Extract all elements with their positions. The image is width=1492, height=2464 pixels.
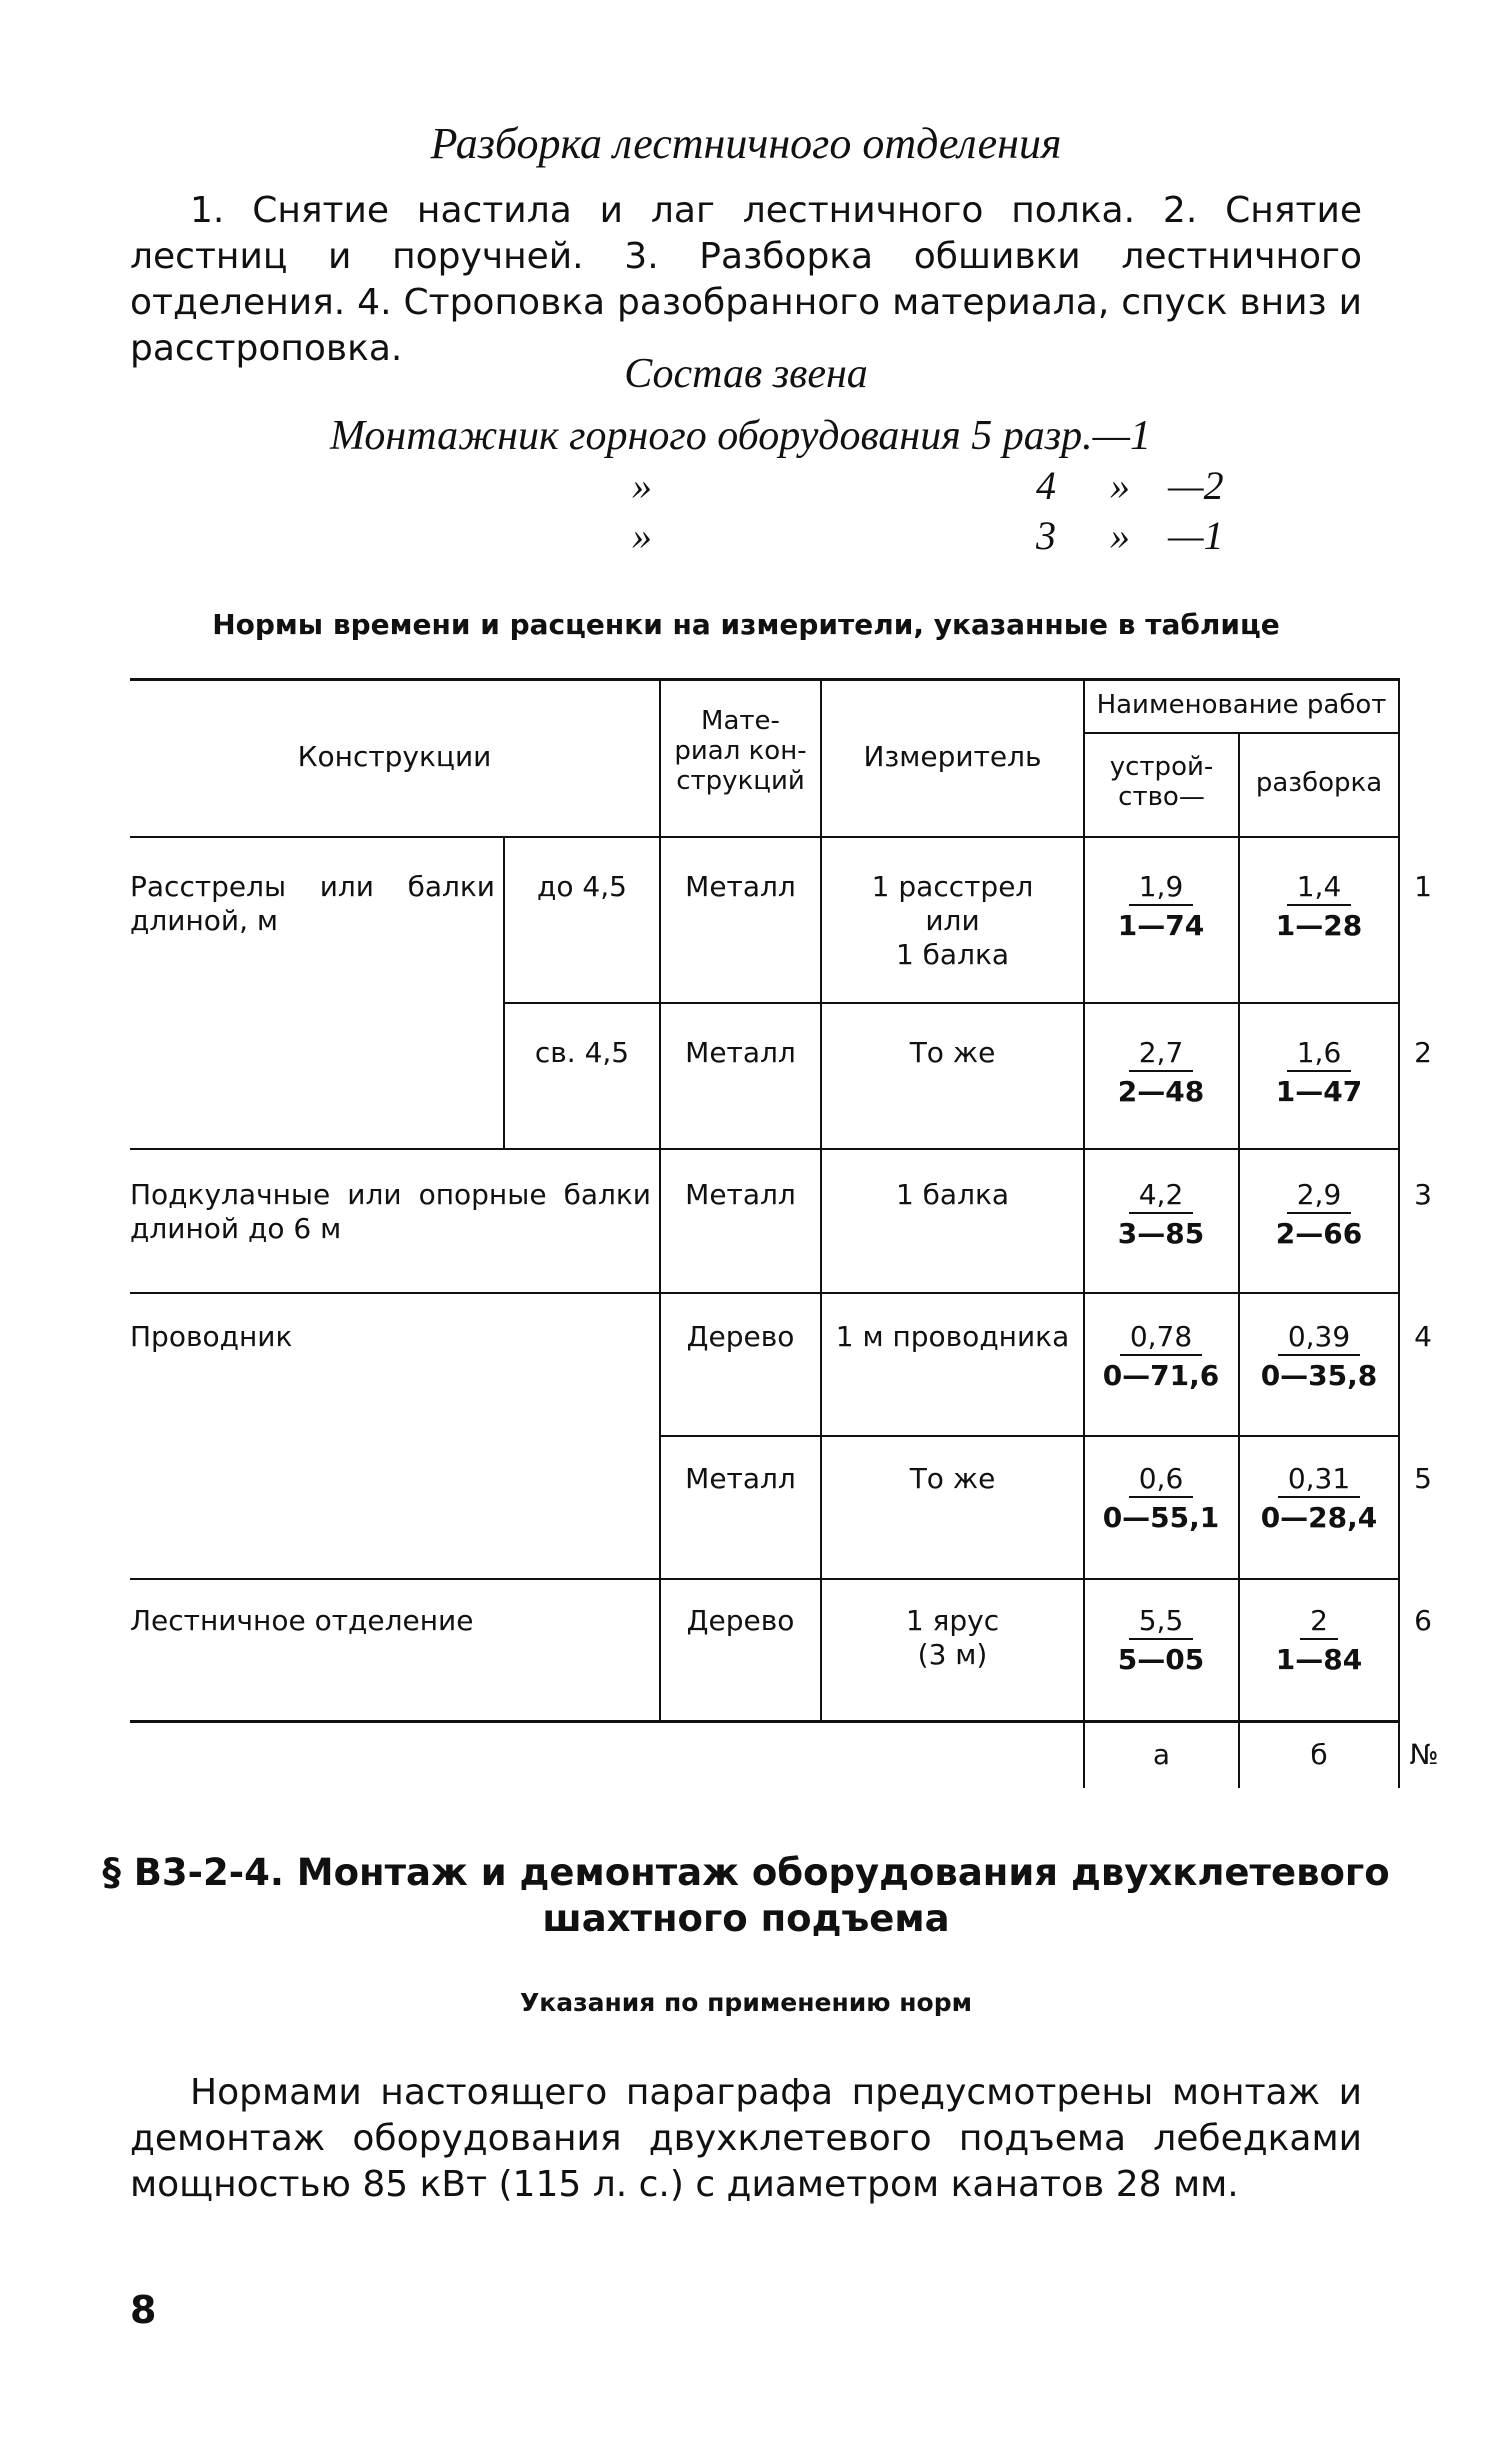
ditto-mark: » [1110, 463, 1130, 508]
cell-row-number: 4 [1414, 1320, 1432, 1353]
header-meter: Измеритель [863, 740, 1042, 773]
cell-construction: Проводник [130, 1320, 293, 1353]
dismantle-norm: $\frac{1,6}{1—47}$ [1275, 1036, 1363, 1108]
cell-row-number: 3 [1414, 1178, 1432, 1211]
crew-grade: 3 [1036, 513, 1056, 558]
dismantle-norm: $\frac{0,39}{0—35,8}$ [1260, 1320, 1378, 1392]
cell-construction: Лестничное отделение [130, 1604, 474, 1637]
section-heading [0, 1850, 1492, 1942]
cell-size: св. 4,5 [534, 1036, 630, 1069]
cell-size: до 4,5 [537, 870, 627, 903]
install-norm: $\frac{5,5}{5—05}$ [1117, 1604, 1205, 1676]
cell-meter: 1 балка [895, 1178, 1010, 1211]
dismantle-norm: $\frac{1,4}{1—28}$ [1275, 870, 1363, 942]
header-install: устрой- ство— [1109, 752, 1214, 812]
install-norm: $\frac{4,2}{3—85}$ [1117, 1178, 1205, 1250]
ditto-mark: » [632, 463, 652, 508]
page-number: 8 [130, 2288, 157, 2332]
header-dismantle: разборка [1255, 768, 1383, 798]
ditto-mark: » [1110, 513, 1130, 558]
crew-count: —2 [1168, 463, 1224, 508]
dismantle-norm: $\frac{0,31}{0—28,4}$ [1260, 1462, 1378, 1534]
cell-meter: То же [909, 1462, 996, 1495]
header-works: Наименование работ [1096, 690, 1387, 720]
cell-row-number: 2 [1414, 1036, 1432, 1069]
ditto-mark: » [632, 513, 652, 558]
cell-construction: Подкулачные или опорные балки длиной до 6 м [130, 1178, 651, 1245]
install-norm: $\frac{0,78}{0—71,6}$ [1102, 1320, 1220, 1392]
cell-row-number: 5 [1414, 1462, 1432, 1495]
cell-meter: 1 ярус (3 м) [905, 1604, 1000, 1671]
cell-row-number: 1 [1414, 870, 1432, 903]
crew-grade: 4 [1036, 463, 1056, 508]
section-heading-line-2: шахтного подъема [542, 1897, 950, 1940]
cell-material: Металл [685, 1462, 796, 1495]
crew-line-3 [0, 512, 1492, 562]
header-constructions: Конструкции [297, 740, 492, 773]
section2-paragraph: Нормами настоящего параграфа предусмотрены монтаж и демонтаж оборудования двухклетевого подъема лебедками мощностью 85 кВт (115 л. с.) с диаметром канатов 28 мм. [130, 2072, 1362, 2205]
cell-meter: 1 расстрел или 1 балка [871, 870, 1034, 971]
column-label-number: № [1409, 1738, 1439, 1771]
column-label-b: б [1310, 1738, 1328, 1771]
cell-material: Металл [685, 1036, 796, 1069]
cell-row-number: 6 [1414, 1604, 1432, 1637]
crew-count: —1 [1168, 513, 1224, 558]
crew-title: Состав звена [624, 351, 868, 397]
section-title-dismantling: Разборка лестничного отделения [430, 119, 1062, 168]
cell-material: Дерево [686, 1604, 795, 1637]
cell-construction: Расстрелы или балки длиной, м [130, 870, 495, 937]
install-norm: $\frac{2,7}{2—48}$ [1117, 1036, 1205, 1108]
cell-material: Металл [685, 1178, 796, 1211]
operations-paragraph: 1. Снятие настила и лаг лестничного полка. 2. Снятие лестниц и поручней. 3. Разборка обшивки лестничного отделения. 4. Строповка разобранного материала, спуск вниз и расстроповка. [130, 190, 1362, 369]
dismantle-norm: $\frac{2}{1—84}$ [1275, 1604, 1363, 1676]
crew-line-1: Монтажник горного оборудования 5 разр.—1 [330, 413, 1151, 459]
crew-line-2 [0, 462, 1492, 512]
install-norm: $\frac{1,9}{1—74}$ [1117, 870, 1205, 942]
table-caption: Нормы времени и расценки на измерители, указанные в таблице [212, 608, 1280, 641]
instructions-subtitle: Указания по применению норм [519, 1988, 973, 2017]
column-label-a: а [1152, 1738, 1171, 1771]
cell-meter: То же [909, 1036, 996, 1069]
dismantle-norm: $\frac{2,9}{2—66}$ [1275, 1178, 1363, 1250]
cell-meter: 1 м проводника [835, 1320, 1070, 1353]
cell-material: Металл [685, 870, 796, 903]
install-norm: $\frac{0,6}{0—55,1}$ [1102, 1462, 1220, 1534]
section-heading-line-1: § В3-2-4. Монтаж и демонтаж оборудования двухклетевого [102, 1851, 1390, 1894]
header-material: Мате- риал кон- струкций [674, 706, 807, 796]
cell-material: Дерево [686, 1320, 795, 1353]
